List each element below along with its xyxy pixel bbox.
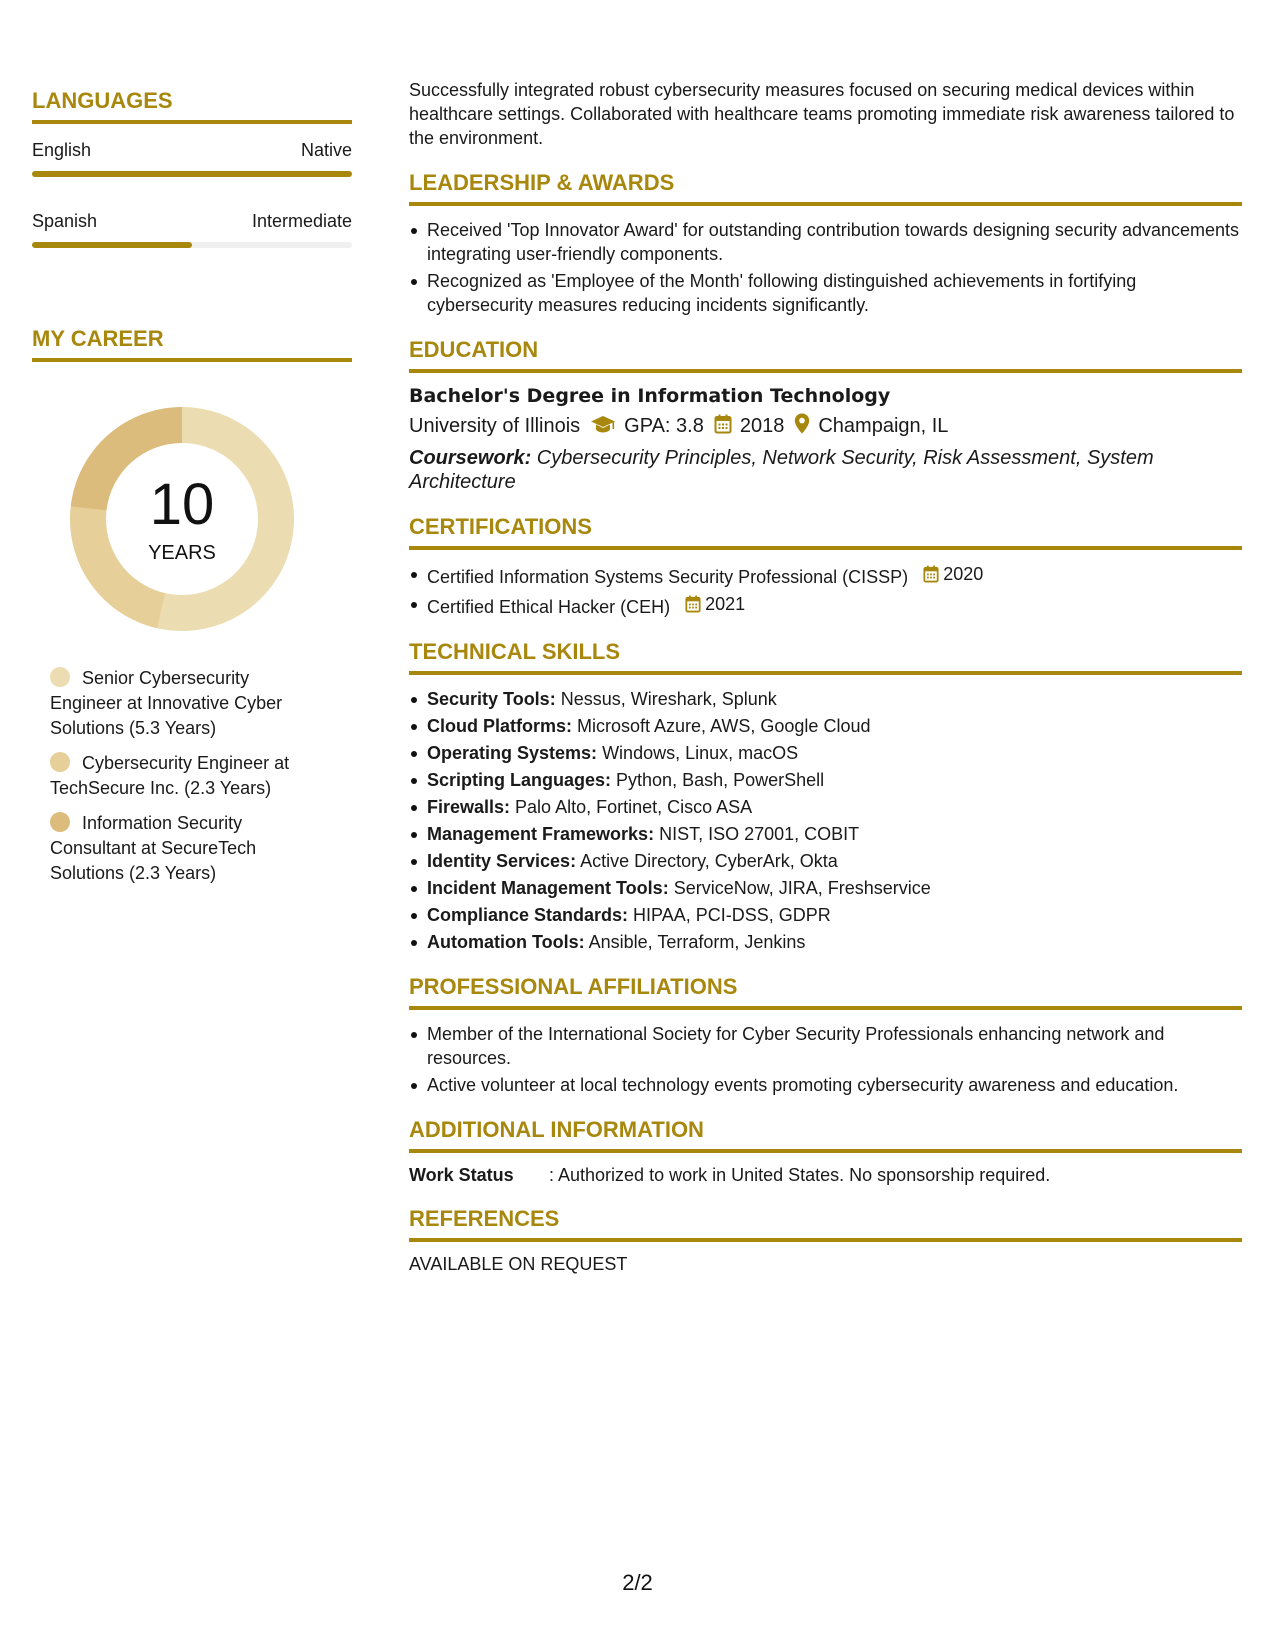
skill-label: Cloud Platforms: (427, 716, 573, 736)
career-role-label: Senior Cybersecurity Engineer at Innovative Cyber Solutions (5.3 Years) (50, 668, 283, 738)
list-item (409, 822, 1242, 846)
list-item (409, 741, 1242, 765)
additional-info-section (409, 1117, 1242, 1186)
skill-label: Automation Tools: (427, 932, 585, 952)
skill-label: Identity Services: (427, 851, 577, 871)
skill-label: Compliance Standards: (427, 905, 629, 925)
skill-value: Microsoft Azure, AWS, Google Cloud (572, 716, 871, 736)
list-item (409, 687, 1242, 711)
education-year: 2018 (739, 415, 785, 437)
list-item (409, 849, 1242, 873)
education-school: University of Illinois (409, 415, 581, 437)
career-donut-chart (67, 404, 297, 634)
education-location: Champaign, IL (818, 415, 949, 437)
language-bar (32, 171, 352, 177)
career-role-label: Cybersecurity Engineer at TechSecure Inc. (2.3 Years) (50, 753, 290, 798)
skill-label: Firewalls: (427, 797, 511, 817)
list-item: Received 'Top Innovator Award' for outstanding contribution towards designing security advancements integrating user-friendly components. (409, 218, 1242, 266)
skill-label: Management Frameworks: (427, 824, 655, 844)
affiliations-heading: PROFESSIONAL AFFILIATIONS (409, 974, 1242, 1010)
references-heading: REFERENCES (409, 1206, 1242, 1242)
list-item (409, 930, 1242, 954)
education-gpa: GPA: 3.8 (624, 415, 704, 437)
skill-value: Palo Alto, Fortinet, Cisco ASA (510, 797, 753, 817)
calendar-icon (714, 414, 732, 440)
language-item (32, 211, 352, 248)
graduation-cap-icon (590, 414, 616, 440)
career-legend (50, 666, 310, 886)
work-status-label: Work Status (409, 1165, 514, 1185)
skill-value: NIST, ISO 27001, COBIT (654, 824, 860, 844)
certification-name: Certified Ethical Hacker (CEH) (427, 597, 671, 617)
work-status-value: : Authorized to work in United States. No sponsorship required. (549, 1165, 1051, 1185)
page-number: 2/2 (622, 1570, 653, 1595)
skill-label: Security Tools: (427, 689, 556, 709)
list-item: Member of the International Society for Cyber Security Professionals enhancing network and resources. (409, 1022, 1242, 1070)
education-coursework (409, 446, 1242, 494)
legend-dot-icon (50, 667, 70, 687)
education-heading: EDUCATION (409, 337, 1242, 373)
skill-value: Windows, Linux, macOS (597, 743, 799, 763)
list-item (409, 714, 1242, 738)
skill-value: Ansible, Terraform, Jenkins (584, 932, 806, 952)
work-status-row (409, 1165, 1242, 1186)
career-heading: MY CAREER (32, 326, 352, 362)
language-name: Spanish (32, 211, 98, 231)
calendar-icon (685, 595, 701, 613)
language-bar-fill (32, 171, 352, 177)
leadership-section (409, 170, 1242, 317)
skills-list (409, 687, 1242, 954)
coursework-list: Cybersecurity Principles, Network Security, Risk Assessment, System Architecture (409, 447, 1154, 493)
education-section (409, 337, 1242, 494)
career-total-years: 10 (149, 472, 215, 537)
list-item (409, 876, 1242, 900)
certifications-heading: CERTIFICATIONS (409, 514, 1242, 550)
sidebar (32, 88, 352, 886)
skills-heading: TECHNICAL SKILLS (409, 639, 1242, 675)
certification-year: 2020 (943, 564, 984, 584)
skill-value: Nessus, Wireshark, Splunk (555, 689, 777, 709)
list-item: Recognized as 'Employee of the Month' following distinguished achievements in fortifying cybersecurity measures reducing incidents significantly. (409, 269, 1242, 317)
skill-value: HIPAA, PCI-DSS, GDPR (628, 905, 831, 925)
legend-dot-icon (50, 752, 70, 772)
list-item (409, 592, 1242, 619)
skill-label: Incident Management Tools: (427, 878, 669, 898)
references-section (409, 1206, 1242, 1275)
language-level: Intermediate (251, 211, 352, 231)
legend-dot-icon (50, 812, 70, 832)
language-level: Native (300, 140, 352, 160)
career-role-label: Information Security Consultant at SecureTech Solutions (2.3 Years) (50, 813, 257, 883)
main-content (409, 78, 1242, 1275)
list-item: Active volunteer at local technology events promoting cybersecurity awareness and education. (409, 1073, 1242, 1097)
affiliations-section (409, 974, 1242, 1097)
leadership-heading: LEADERSHIP & AWARDS (409, 170, 1242, 206)
language-item (32, 140, 352, 177)
certifications-section (409, 514, 1242, 619)
career-years-label: YEARS (148, 542, 216, 564)
career-legend-item (50, 666, 310, 741)
map-pin-icon (794, 413, 810, 440)
affiliations-list (409, 1022, 1242, 1097)
skill-value: ServiceNow, JIRA, Freshservice (668, 878, 931, 898)
skill-label: Scripting Languages: (427, 770, 612, 790)
certification-name: Certified Information Systems Security Professional (CISSP) (427, 567, 909, 587)
skill-value: Active Directory, CyberArk, Okta (576, 851, 838, 871)
language-name: English (32, 140, 92, 160)
skill-label: Operating Systems: (427, 743, 598, 763)
certification-year: 2021 (705, 594, 746, 614)
references-text: AVAILABLE ON REQUEST (409, 1254, 628, 1274)
list-item (409, 768, 1242, 792)
language-bar-fill (32, 242, 192, 248)
list-item (409, 795, 1242, 819)
skill-value: Python, Bash, PowerShell (611, 770, 825, 790)
experience-summary: Successfully integrated robust cybersecurity measures focused on securing medical devices within healthcare settings. Collaborated with healthcare teams promoting immediate risk awareness tailored to the environment. (409, 80, 1235, 148)
language-bar (32, 242, 352, 248)
leadership-list (409, 218, 1242, 317)
career-legend-item (50, 751, 310, 801)
coursework-label: Coursework: (409, 447, 532, 469)
list-item (409, 903, 1242, 927)
education-meta (409, 413, 1242, 440)
certifications-list (409, 562, 1242, 619)
languages-section (32, 88, 352, 248)
career-section (32, 326, 352, 886)
education-degree: Bachelor's Degree in Information Technology (409, 385, 891, 407)
calendar-icon (923, 565, 939, 583)
career-legend-item (50, 811, 310, 886)
list-item (409, 562, 1242, 589)
additional-info-heading: ADDITIONAL INFORMATION (409, 1117, 1242, 1153)
skills-section (409, 639, 1242, 954)
languages-heading: LANGUAGES (32, 88, 352, 124)
